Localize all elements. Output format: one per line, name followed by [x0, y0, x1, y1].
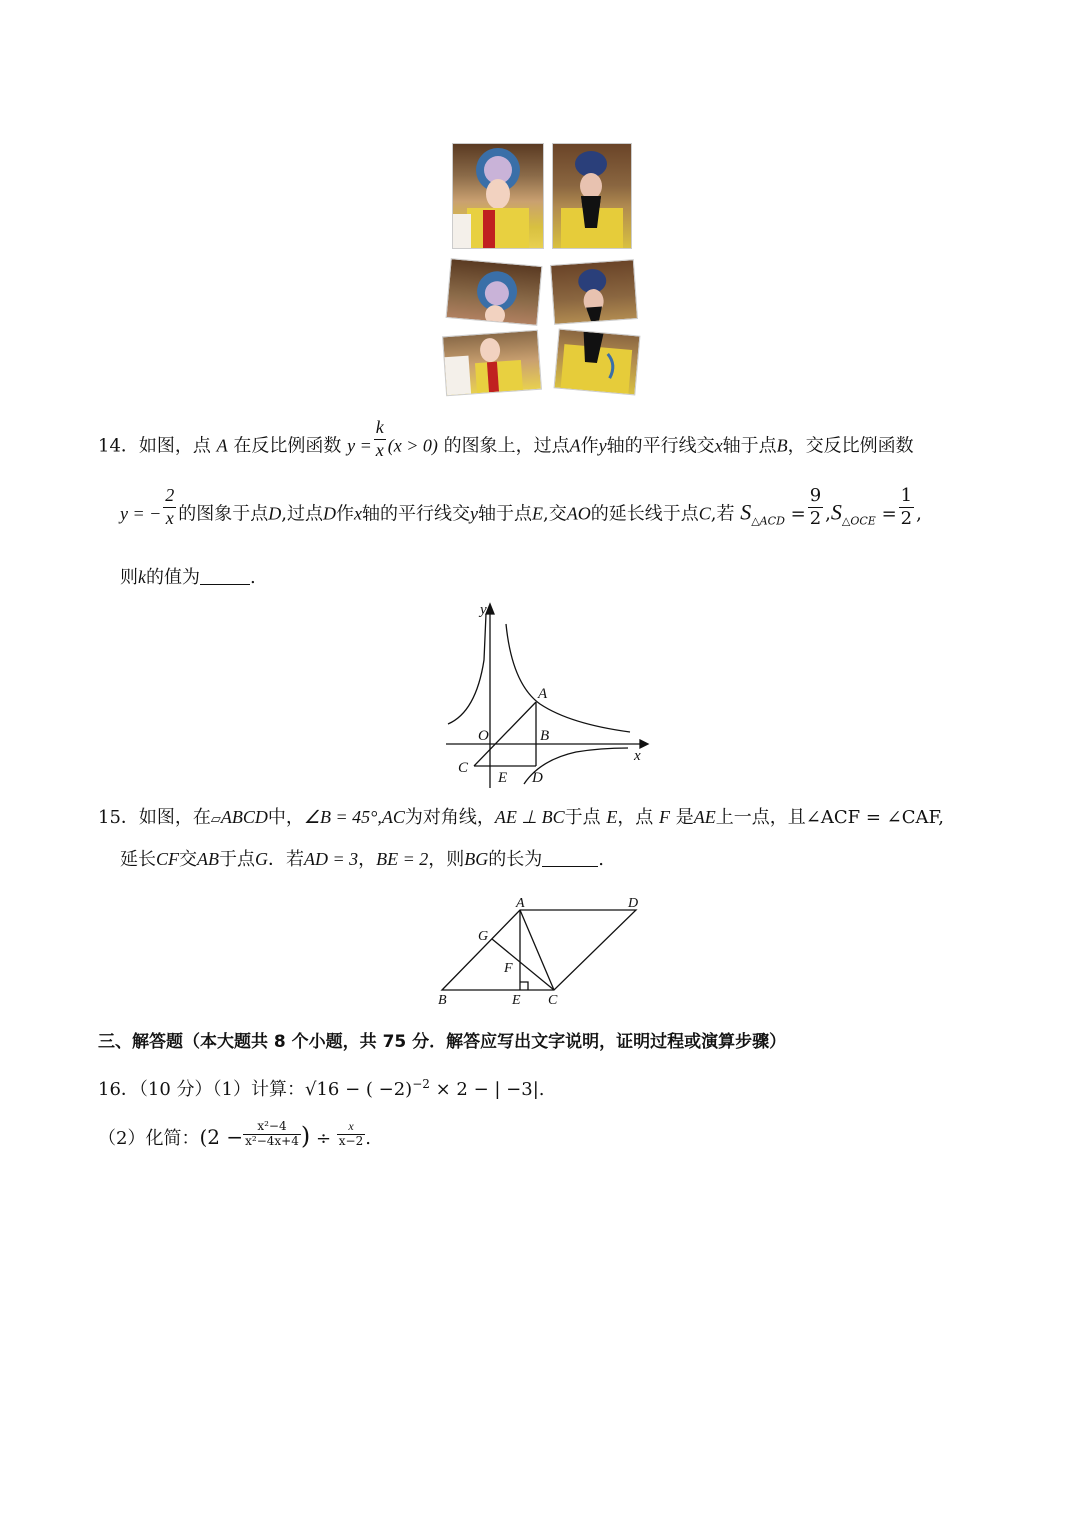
section3-title: 三、解答题（本大题共 8 个小题，共 75 分．解答应写出文字说明，证明过程或演算步骤）	[98, 1032, 787, 1052]
label-F: F	[504, 961, 513, 976]
answer-blank	[542, 852, 598, 867]
q14-text: 的值为	[146, 567, 200, 588]
label-B: B	[540, 728, 550, 744]
x-axis-arrow	[640, 740, 648, 748]
q16-div: ÷	[315, 1128, 332, 1149]
q14-text: 的图象于点	[178, 503, 269, 525]
frac-num: k	[374, 418, 386, 440]
q16-close: )	[300, 1122, 311, 1150]
opera-figure-3	[447, 259, 542, 325]
frac-den: x	[165, 507, 174, 528]
q14-number: 14．	[98, 435, 139, 457]
opera-figure-6	[555, 330, 640, 395]
q15-text: 的长为	[488, 849, 543, 870]
q15-text: 是	[675, 807, 694, 828]
q15-end: .	[598, 849, 605, 870]
q15-text: ．若	[268, 849, 305, 870]
q14-axis-x2: x	[354, 503, 363, 524]
opera-photo-top-left	[452, 143, 544, 249]
q14-area-s1: S	[740, 499, 752, 525]
q14-y-eq2: y = −	[120, 503, 162, 524]
q16-expr1: √16 − ( −2)	[304, 1079, 413, 1100]
q15-text: 于点	[219, 849, 256, 870]
q14-axis-y: y	[598, 435, 607, 456]
frac-den: x²−4x+4	[245, 1133, 299, 1148]
frac-den: x−2	[338, 1133, 364, 1148]
opera-photo-bottom-right	[554, 329, 641, 396]
q14-comma: ,	[825, 503, 831, 525]
q14-text: 的图象上，过点	[443, 435, 570, 457]
q15-text: 于点	[564, 807, 601, 828]
q14-text: 轴的平行线交	[606, 435, 715, 457]
q16-line1	[98, 1078, 545, 1099]
q14-text: ，交反比例函数	[787, 435, 914, 457]
curve-k-over-x	[506, 624, 630, 732]
segment-AC	[520, 910, 554, 990]
answer-blank	[200, 570, 250, 585]
q14-line1	[98, 417, 914, 461]
label-y: y	[480, 602, 487, 618]
label-C: C	[458, 760, 469, 776]
q15-ab: AB	[197, 849, 220, 869]
q15-line1	[98, 808, 944, 827]
frac-num: x	[337, 1120, 365, 1135]
label-D: D	[628, 896, 639, 911]
y-axis-arrow	[486, 604, 494, 614]
q15-bg: BG	[464, 849, 489, 869]
q15-number: 15．	[98, 807, 139, 828]
curve-left-branch	[448, 614, 486, 724]
opera-photo-bottom-left	[442, 330, 542, 397]
q16-header: 16．（10 分）（1）计算：	[98, 1079, 305, 1100]
frac-num: 9	[809, 485, 822, 506]
q14-text: ,交	[543, 503, 567, 525]
q16-part2: （2）化简：	[98, 1128, 200, 1149]
right-angle-mark	[520, 982, 528, 990]
q16-frac1	[243, 1120, 301, 1149]
label-C: C	[548, 993, 558, 1008]
q14-point-d2: D	[323, 503, 337, 524]
opera-figure-2	[553, 144, 631, 248]
label-E: E	[498, 770, 508, 786]
q14-eq: =	[790, 503, 806, 525]
opera-photo-mid-right	[550, 259, 638, 325]
q14-line3	[120, 568, 256, 587]
q15-g: G	[255, 849, 269, 869]
opera-photo-top-right	[552, 143, 632, 249]
q15-text: ，则	[428, 849, 465, 870]
q14-point-b: B	[776, 435, 788, 456]
q14-text: 作	[336, 503, 355, 525]
q14-frac-2-over-x	[163, 486, 176, 529]
label-B: B	[438, 993, 447, 1008]
q14-text: 在反比例函数	[233, 435, 342, 457]
figure-15-parallelogram	[432, 892, 652, 1010]
q15-be: BE = 2	[376, 849, 429, 869]
q16-line2	[98, 1118, 371, 1150]
q14-end: .	[250, 567, 256, 588]
q16-exponent: −2	[412, 1077, 430, 1091]
label-A: A	[516, 896, 525, 911]
q15-text: 如图，在	[138, 807, 211, 828]
q14-sub-oce: △OCE	[841, 514, 876, 528]
q15-parallelogram-symbol: ▱	[210, 812, 221, 827]
label-E: E	[512, 993, 521, 1008]
q14-text: 则	[120, 567, 138, 588]
q14-seg-ao: AO	[566, 503, 591, 524]
q14-line2	[120, 485, 922, 529]
opera-figure-5	[443, 331, 541, 395]
q14-text: 如图，点	[138, 435, 211, 457]
q14-text: ,若	[710, 503, 735, 525]
q15-cf: CF	[156, 849, 180, 869]
q14-eq2: =	[881, 503, 897, 525]
figure-14-hyperbola	[440, 600, 660, 790]
q14-frac-k-over-x	[374, 418, 386, 461]
label-A: A	[538, 686, 548, 702]
q15-text: 延长	[120, 849, 156, 870]
label-G: G	[478, 929, 489, 944]
q15-f: F	[659, 807, 671, 827]
q15-text: ，	[358, 849, 377, 870]
frac-den: x	[375, 439, 384, 460]
q14-area-s2: S	[830, 499, 842, 525]
frac-num: 2	[163, 486, 176, 508]
frac-num: 1	[900, 485, 913, 506]
frac-den: 2	[809, 507, 822, 529]
q14-point-c: C	[698, 503, 711, 524]
q15-e: E	[606, 807, 618, 827]
frac-den: 2	[900, 507, 913, 529]
opera-figure-1	[453, 144, 543, 248]
q15-ae: AE	[693, 807, 716, 827]
q16-open: (2 −	[199, 1125, 244, 1149]
q14-point-a: A	[216, 435, 228, 456]
q14-text: 轴于点	[478, 503, 533, 525]
q15-text: ，点	[617, 807, 654, 828]
q14-k: k	[138, 567, 146, 587]
q15-perp: AE ⊥ BC	[494, 807, 565, 827]
q14-point-d: D	[268, 503, 282, 524]
q14-text: 轴于点	[722, 435, 777, 457]
q15-text: 中，	[267, 807, 304, 828]
q14-axis-y2: y	[470, 503, 479, 524]
q15-line2	[120, 850, 604, 869]
label-O: O	[478, 728, 489, 744]
q15-text: 交	[179, 849, 198, 870]
q16-frac2	[337, 1120, 365, 1149]
q14-text: 的延长线于点	[590, 503, 699, 525]
q14-text: ,过点	[281, 503, 324, 525]
q14-point-e: E	[532, 503, 544, 524]
q16-end: .	[365, 1128, 371, 1149]
q14-frac-9-over-2	[808, 486, 823, 529]
q15-angle-b: ∠B = 45°,	[303, 807, 382, 827]
q15-abcd: ABCD	[220, 807, 268, 827]
q14-frac-1-over-2	[899, 486, 914, 529]
label-D: D	[532, 770, 543, 786]
frac-num: x²−4	[243, 1120, 301, 1135]
label-x: x	[634, 748, 641, 764]
opera-photo-mid-left	[446, 258, 543, 326]
q14-condition: (x > 0)	[387, 435, 438, 456]
q15-text: 为对角线，	[404, 807, 495, 828]
opera-figure-4	[551, 260, 637, 324]
q14-y-eq: y =	[347, 435, 372, 456]
q14-point-a2: A	[569, 435, 581, 456]
q16-expr1b: × 2 − | −3|.	[429, 1079, 545, 1100]
q14-sub-acd: △ACD	[751, 514, 785, 528]
q14-text: 轴的平行线交	[362, 503, 471, 525]
q14-comma2: ,	[916, 503, 922, 525]
q15-ad: AD = 3	[304, 849, 359, 869]
q15-text: 上一点，且∠ACF = ∠CAF,	[715, 807, 944, 828]
q14-axis-x: x	[714, 435, 723, 456]
q15-ac: AC	[381, 807, 405, 827]
q14-text: 作	[580, 435, 599, 457]
